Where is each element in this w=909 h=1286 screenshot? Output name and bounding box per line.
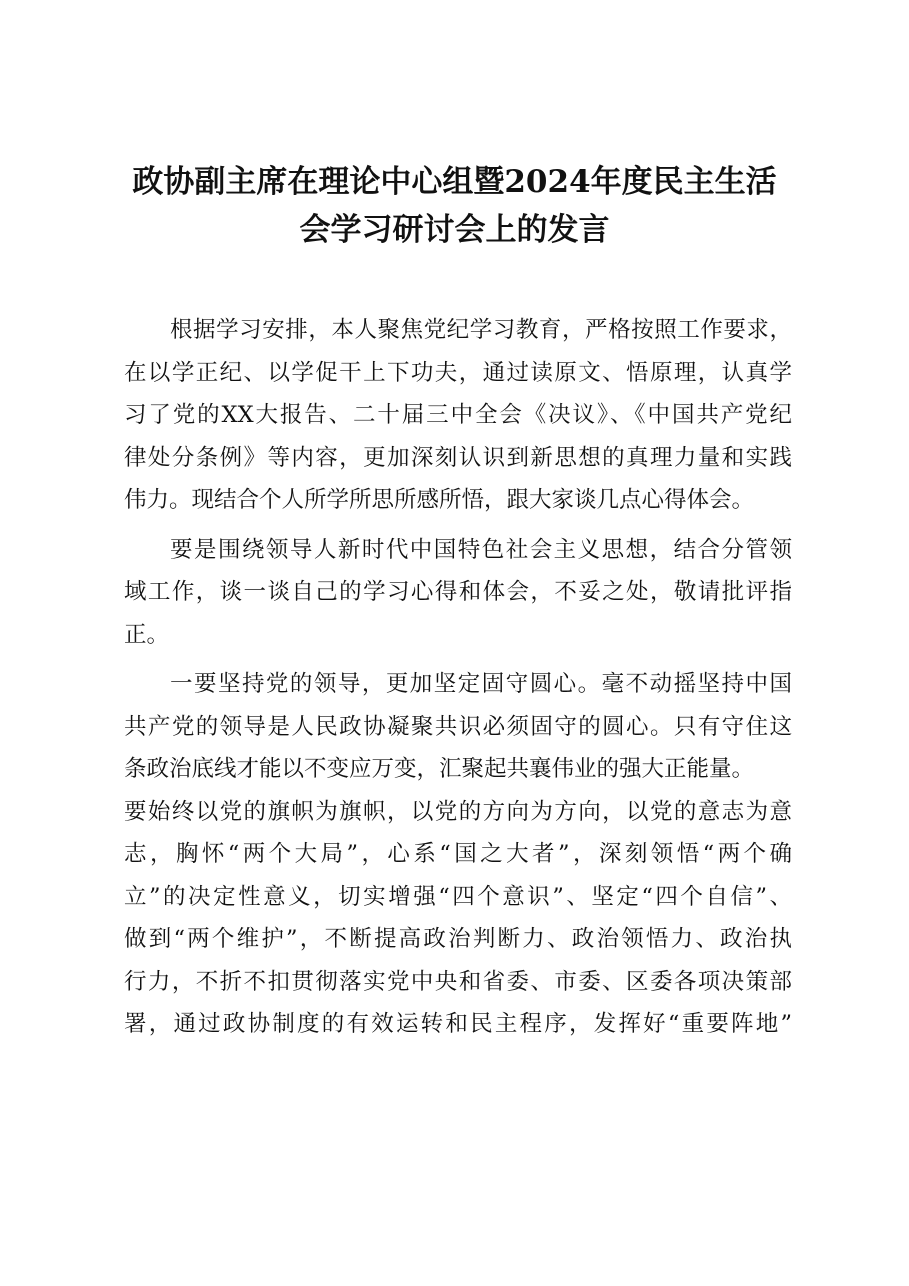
text-line: 立”的决定性意义，切实增强“四个意识”、坚定“四个自信”、 [124,883,792,910]
text-line: 做到“两个维护”，不断提高政治判断力、政治领悟力、政治执 [124,926,792,952]
text-line: 志，胸怀“两个大局”，心系“国之大者”，深刻领悟“两个确 [124,841,792,867]
text-line: 署，通过政协制度的有效运转和民主程序，发挥好“重要阵地” [124,1011,792,1037]
text-line: 律处分条例》等内容，更加深刻认识到新思想的真理力量和实践 [124,444,792,471]
text-line: 要始终以党的旗帜为旗帜，以党的方向为方向，以党的意志为意 [124,798,792,825]
text-line: 根据学习安排，本人聚焦党纪学习教育，严格按照工作要求， [170,317,792,343]
title-line: 政协副主席在理论中心组暨2024年度民主生活 [132,164,777,200]
text-line: 域工作，谈一谈自己的学习心得和体会，不妥之处，敬请批评指 [124,579,792,605]
text-line: 条政治底线才能以不变应万变，汇聚起共襄伟业的强大正能量。 [124,756,755,782]
document-title [100,158,809,254]
text-line: 伟力。现结合个人所学所思所感所悟，跟大家谈几点心得体会。 [124,487,755,513]
text-line: 共产党的领导是人民政协凝聚共识必须固守的圆心。只有守住这 [124,713,792,740]
text-line: 行力，不折不扣贯彻落实党中央和省委、市委、区委各项决策部 [124,968,792,995]
text-line: 一要坚持党的领导，更加坚定固守圆心。毫不动摇坚持中国 [170,671,792,697]
text-line: 正。 [124,621,170,648]
document-body [124,309,792,1053]
text-line: 习了党的XX大报告、二十届三中全会《决议》、《中国共产党纪 [124,402,792,428]
paragraph-2 [124,529,792,657]
text-line: 要是围绕领导人新时代中国特色社会主义思想，结合分管领 [170,536,792,563]
text-line: 在以学正纪、以学促干上下功夫，通过读原文、悟原理，认真学 [124,359,792,386]
paragraph-1 [124,309,792,522]
paragraph-3 [124,663,792,1046]
title-line: 会学习研讨会上的发言 [299,212,610,248]
